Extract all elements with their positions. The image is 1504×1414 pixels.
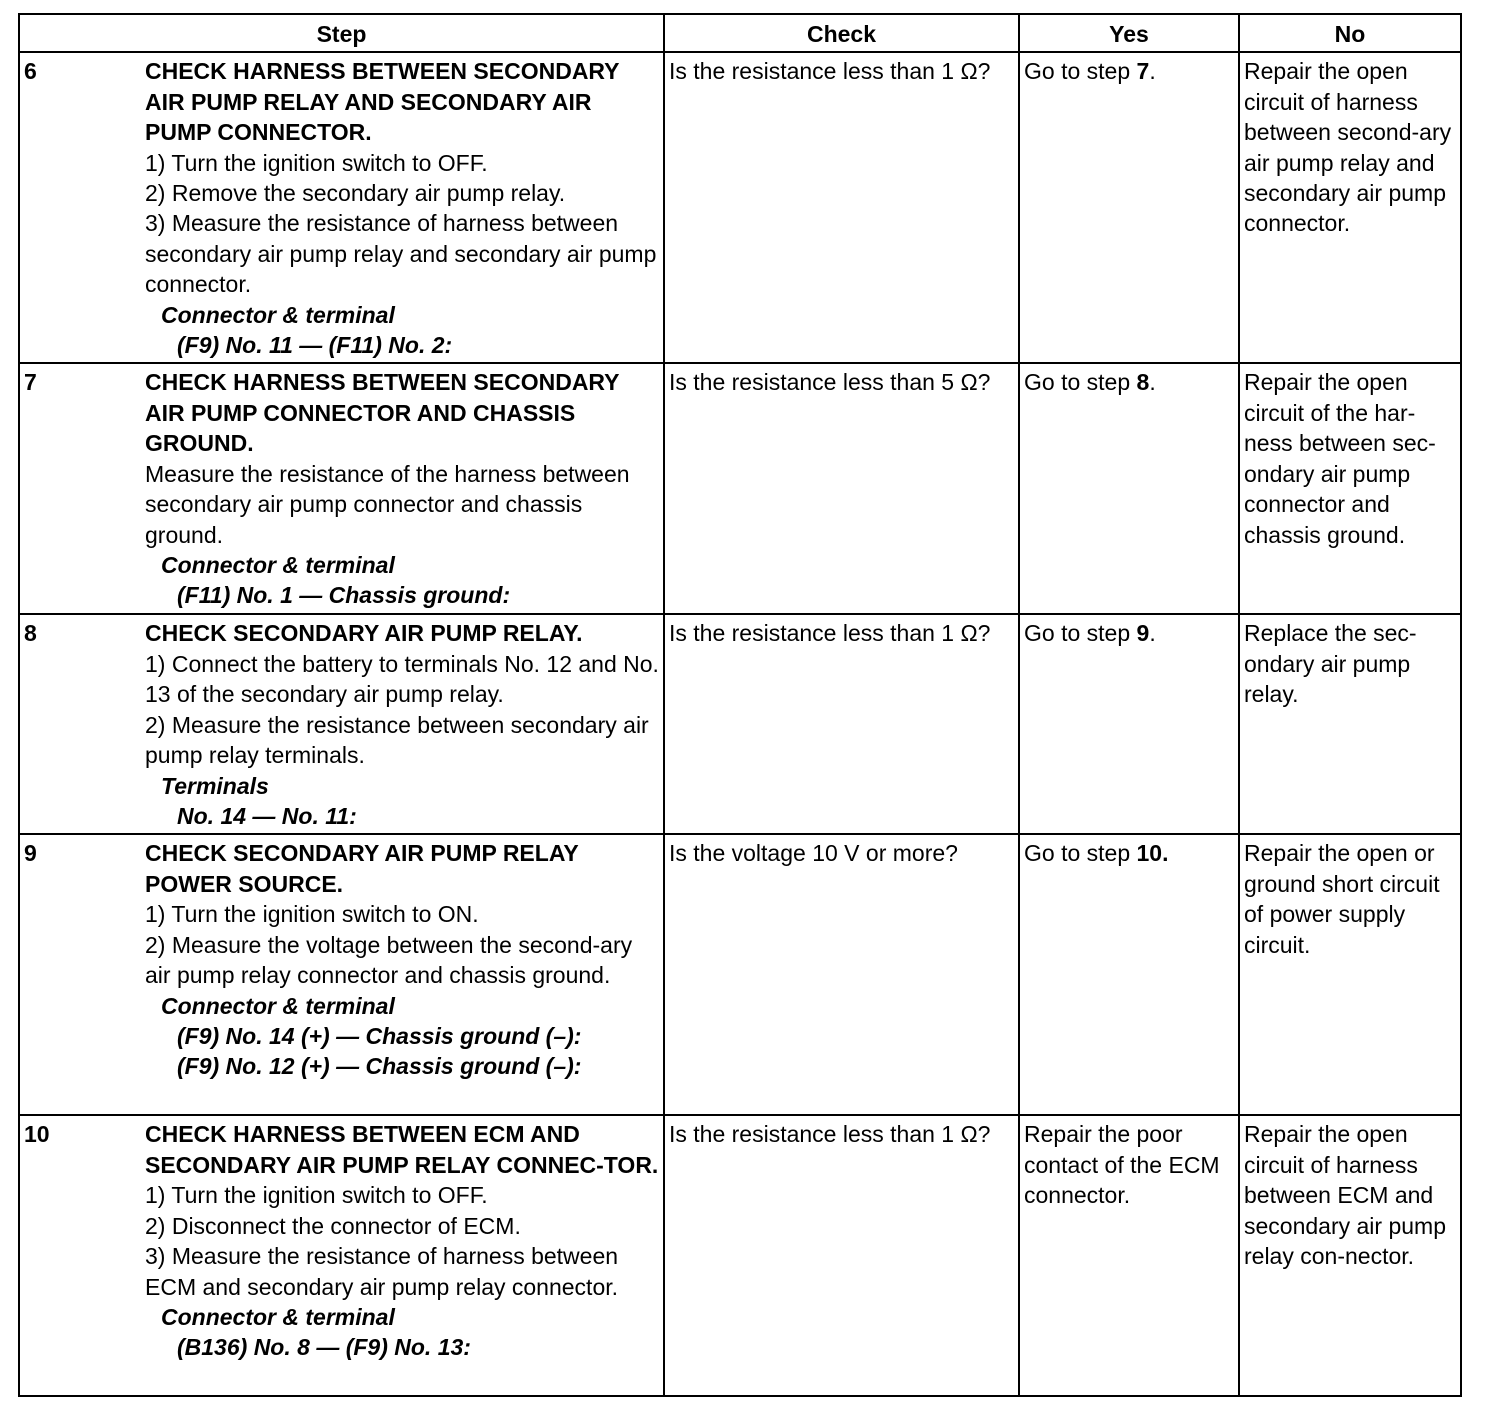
step-number: 8 xyxy=(24,620,37,647)
step-title: CHECK HARNESS BETWEEN ECM AND SECONDARY AIR PUMP RELAY CONNEC-TOR. xyxy=(145,1121,659,1178)
step-instruction: 1) Turn the ignition switch to OFF. xyxy=(145,1182,488,1209)
step-title: CHECK SECONDARY AIR PUMP RELAY POWER SOURCE. xyxy=(145,840,579,897)
check-cell: Is the resistance less than 1 Ω? xyxy=(664,1115,1019,1396)
next-step-number: 10. xyxy=(1136,840,1169,867)
spec-heading: Connector & terminal xyxy=(161,992,395,1019)
header-yes: Yes xyxy=(1019,14,1239,52)
table-row xyxy=(19,1115,1461,1396)
check-cell: Is the voltage 10 V or more? xyxy=(664,834,1019,1115)
step-number: 7 xyxy=(24,369,37,396)
next-step-number: 8 xyxy=(1136,369,1150,396)
step-instruction: 1) Turn the ignition switch to ON. xyxy=(145,901,479,928)
step-title: CHECK HARNESS BETWEEN SECONDARY AIR PUMP CONNECTOR AND CHASSIS GROUND. xyxy=(145,369,620,457)
spec-heading: Connector & terminal xyxy=(161,1303,395,1330)
no-cell: Repair the open or ground short circuit of power supply circuit. xyxy=(1239,834,1461,1115)
step-title: CHECK SECONDARY AIR PUMP RELAY. xyxy=(145,620,583,647)
check-cell: Is the resistance less than 5 Ω? xyxy=(664,363,1019,614)
spec-heading: Connector & terminal xyxy=(161,551,395,578)
step-instruction: 2) Measure the voltage between the second-ary air pump relay connector and chassis ground. xyxy=(145,931,633,989)
step-instruction: 2) Remove the secondary air pump relay. xyxy=(145,180,566,207)
spec-item: (F11) No. 1 — Chassis ground: xyxy=(177,582,511,609)
spec-item: (F9) No. 11 — (F11) No. 2: xyxy=(177,332,453,359)
step-number: 9 xyxy=(24,840,37,867)
diagnostic-table xyxy=(18,13,1462,1397)
header-check: Check xyxy=(664,14,1019,52)
spec-heading: Terminals xyxy=(161,772,269,799)
spec-item: (B136) No. 8 — (F9) No. 13: xyxy=(177,1334,471,1361)
spec-item: No. 14 — No. 11: xyxy=(177,802,357,829)
step-cell xyxy=(19,363,664,614)
step-instruction: 2) Disconnect the connector of ECM. xyxy=(145,1212,521,1239)
no-cell: Repair the open circuit of harness between second-ary air pump relay and secondary air pump connector. xyxy=(1239,52,1461,363)
step-instruction: 3) Measure the resistance of harness between secondary air pump relay and secondary air pump connector. xyxy=(145,210,657,298)
no-cell: Repair the open circuit of the har-ness between sec-ondary air pump connector and chassis ground. xyxy=(1239,363,1461,614)
check-cell: Is the resistance less than 1 Ω? xyxy=(664,614,1019,834)
yes-cell: Go to step 9. xyxy=(1019,614,1239,834)
step-instruction: 1) Turn the ignition switch to OFF. xyxy=(145,149,488,176)
table-row xyxy=(19,834,1461,1115)
no-cell: Replace the sec-ondary air pump relay. xyxy=(1239,614,1461,834)
table-row xyxy=(19,363,1461,614)
spec-item: (F9) No. 14 (+) — Chassis ground (–): xyxy=(177,1022,582,1049)
step-cell xyxy=(19,1115,664,1396)
yes-cell: Repair the poor contact of the ECM connector. xyxy=(1019,1115,1239,1396)
yes-cell: Go to step 10. xyxy=(1019,834,1239,1115)
next-step-number: 9 xyxy=(1136,620,1150,647)
step-instruction: 3) Measure the resistance of harness between ECM and secondary air pump relay connector. xyxy=(145,1243,619,1300)
step-instruction: 2) Measure the resistance between secondary air pump relay terminals. xyxy=(145,711,649,769)
spec-heading: Connector & terminal xyxy=(161,301,395,328)
step-number: 10 xyxy=(24,1121,50,1148)
check-cell: Is the resistance less than 1 Ω? xyxy=(664,52,1019,363)
header-step: Step xyxy=(19,14,664,52)
spec-item: (F9) No. 12 (+) — Chassis ground (–): xyxy=(177,1053,582,1080)
yes-cell: Go to step 7. xyxy=(1019,52,1239,363)
yes-cell: Go to step 8. xyxy=(1019,363,1239,614)
step-cell xyxy=(19,614,664,834)
step-instruction: Measure the resistance of the harness between secondary air pump connector and chassis ground. xyxy=(145,460,630,548)
no-cell: Repair the open circuit of harness between ECM and secondary air pump relay con-nector. xyxy=(1239,1115,1461,1396)
table-row xyxy=(19,614,1461,834)
step-instruction: 1) Connect the battery to terminals No. 12 and No. 13 of the secondary air pump relay. xyxy=(145,650,659,708)
next-step-number: 7 xyxy=(1136,58,1150,85)
step-cell xyxy=(19,834,664,1115)
step-title: CHECK HARNESS BETWEEN SECONDARY AIR PUMP RELAY AND SECONDARY AIR PUMP CONNECTOR. xyxy=(145,58,620,146)
header-row xyxy=(19,14,1461,52)
header-no: No xyxy=(1239,14,1461,52)
step-number: 6 xyxy=(24,58,37,85)
step-cell xyxy=(19,52,664,363)
table-row xyxy=(19,52,1461,363)
